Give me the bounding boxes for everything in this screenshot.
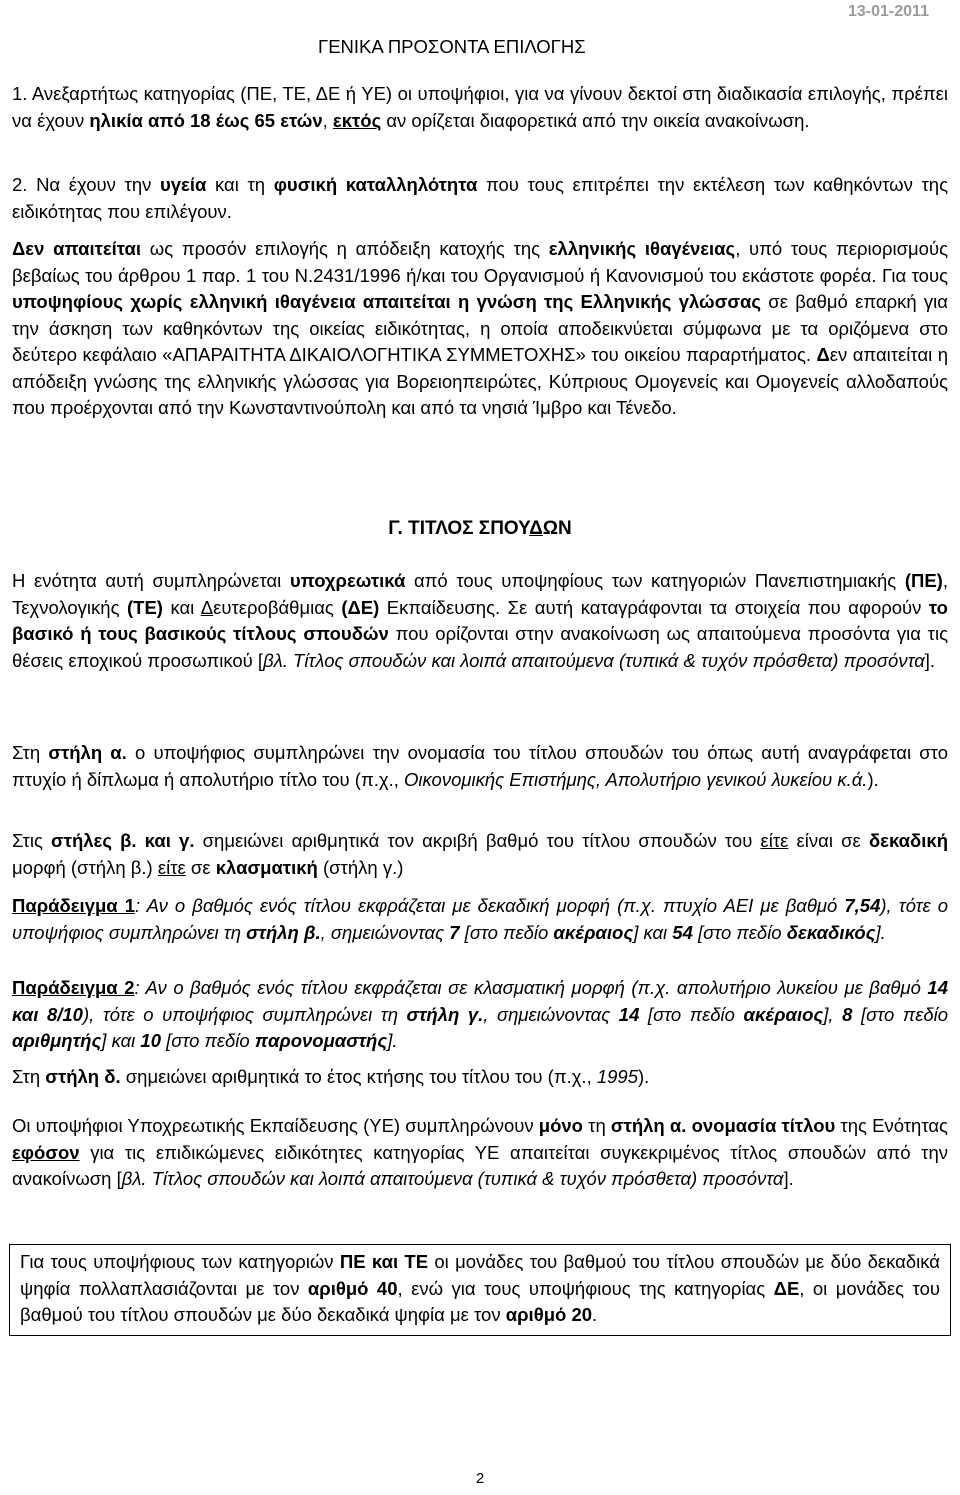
example-2: Παράδειγμα 2: Αν ο βαθμός ενός τίτλου εκφράζεται σε κλασματική μορφή (π.χ. απολυτήριο λυκείου με βαθμό 14 και 8/10), τότε ο υποψήφιος συμπληρώνει τη στήλη γ., σημειώνοντας 14 [στο πεδίο ακέραιος], 8 [στο πεδίο αριθμητής] και 10 [στο πεδίο παρονομαστής]. [12,977,949,1051]
paragraph-compulsory-education: Οι υποψήφιοι Υποχρεωτικής Εκπαίδευσης (ΥΕ) συμπληρώνουν μόνο τη στήλη α. ονομασία τίτλου της Ενότητας εφόσον για τις επιδικώμενες ειδικότητες κατηγορίας ΥΕ απαιτείται συγκεκριμένος τίτλος σπουδών από την ανακοίνωση [βλ. Τίτλος σπουδών και λοιπά απαιτούμενα (τυπικά & τυχόν πρόσθετα) προσόντα]. [12,1115,948,1189]
paragraph-health: 2. Να έχουν την υγεία και τη φυσική καταλληλότητα που τους επιτρέπει την εκτέλεση των καθηκόντων της ειδικότητας που επιλέγουν. [12,174,948,222]
paragraph-column-d: Στη στήλη δ. σημειώνει αριθμητικά το έτος κτήσης του τίτλου του (π.χ., 1995). [12,1066,650,1087]
paragraph-column-a: Στη στήλη α. ο υποψήφιος συμπληρώνει την ονομασία του τίτλου σπουδών του όπως αυτή αναγράφεται στο πτυχίο ή δίπλωμα ή απολυτήριο τίτλο του (π.χ., Οικονομικής Επιστήμης, Απολυτήριο γενικού λυκείου κ.ά.). [12,742,948,790]
paragraph-section-intro: Η ενότητα αυτή συμπληρώνεται υποχρεωτικά από τους υποψηφίους των κατηγοριών Πανεπιστημιακής (ΠΕ), Τεχνολογικής (ΤΕ) και Δευτεροβάθμιας (ΔΕ) Εκπαίδευσης. Σε αυτή καταγράφονται τα στοιχεία που αφορούν το βασικό ή τους βασικούς τίτλους σπουδών που ορίζονται στην ανακοίνωση ως απαιτούμενα προσόντα για τις θέσεις εποχικού προσωπικού [βλ. Τίτλος σπουδών και λοιπά απαιτούμενα (τυπικά & τυχόν πρόσθετα) προσόντα]. [12,570,948,671]
boxed-note: Για τους υποψήφιους των κατηγοριών ΠΕ και ΤΕ οι μονάδες του βαθμού του τίτλου σπουδών με δύο δεκαδικά ψηφία πολλαπλασιάζονται με τον αριθμό 40, ενώ για τους υποψήφιους της κατηγορίας ΔΕ, οι μονάδες του βαθμού του τίτλου σπουδών με δύο δεκαδικά ψηφία με τον αριθμό 20. [9,1244,951,1336]
page-number: 2 [475,1470,485,1487]
page-title: ΓΕΝΙΚΑ ΠΡΟΣΟΝΤΑ ΕΠΙΛΟΓΗΣ [318,36,586,57]
section-title: Γ. ΤΙΤΛΟΣ ΣΠΟΥΔΩΝ [388,518,572,539]
document-date: 13-01-2011 [848,3,929,20]
paragraph-columns-b-c: Στις στήλες β. και γ. σημειώνει αριθμητικά τον ακριβή βαθμό του τίτλου σπουδών του είτε είναι σε δεκαδική μορφή (στήλη β.) είτε σε κλασματική (στήλη γ.) [12,830,949,878]
paragraph-citizenship: Δεν απαιτείται ως προσόν επιλογής η απόδειξη κατοχής της ελληνικής ιθαγένειας, υπό τους περιορισμούς βεβαίως του άρθρου 1 παρ. 1 του Ν.2431/1996 ή/και του Οργανισμού ή Κανονισμού του εκάστοτε φορέα. Για τους υποψηφίους χωρίς ελληνική ιθαγένεια απαιτείται η γνώση της Ελληνικής γλώσσας σε βαθμό επαρκή για την άσκηση των καθηκόντων της οικείας ειδικότητας, η οποία αποδεικνύεται σύμφωνα με τα οριζόμενα στο δεύτερο κεφάλαιο «ΑΠΑΡΑΙΤΗΤΑ ΔΙΚΑΙΟΛΟΓΗΤΙΚΑ ΣΥΜΜΕΤΟΧΗΣ» του οικείου παραρτήματος. Δεν απαιτείται η απόδειξη γνώσης της ελληνικής γλώσσας για Βορειοηπειρώτες, Κύπριους Ομογενείς και Ομογενείς αλλοδαπούς που προέρχονται από την Κωνσταντινούπολη και από τα νησιά Ίμβρο και Τένεδο. [12,238,948,418]
paragraph-age: 1. Ανεξαρτήτως κατηγορίας (ΠΕ, ΤΕ, ΔΕ ή ΥΕ) οι υποψήφιοι, για να γίνουν δεκτοί στη διαδικασία επιλογής, πρέπει να έχουν ηλικία από 18 έως 65 ετών, εκτός αν ορίζεται διαφορετικά από την οικεία ανακοίνωση. [12,83,948,131]
example-1: Παράδειγμα 1: Αν ο βαθμός ενός τίτλου εκφράζεται με δεκαδική μορφή (π.χ. πτυχίο ΑΕΙ με βαθμό 7,54), τότε ο υποψήφιος συμπληρώνει τη στήλη β., σημειώνοντας 7 [στο πεδίο ακέραιος] και 54 [στο πεδίο δεκαδικός]. [12,895,948,943]
